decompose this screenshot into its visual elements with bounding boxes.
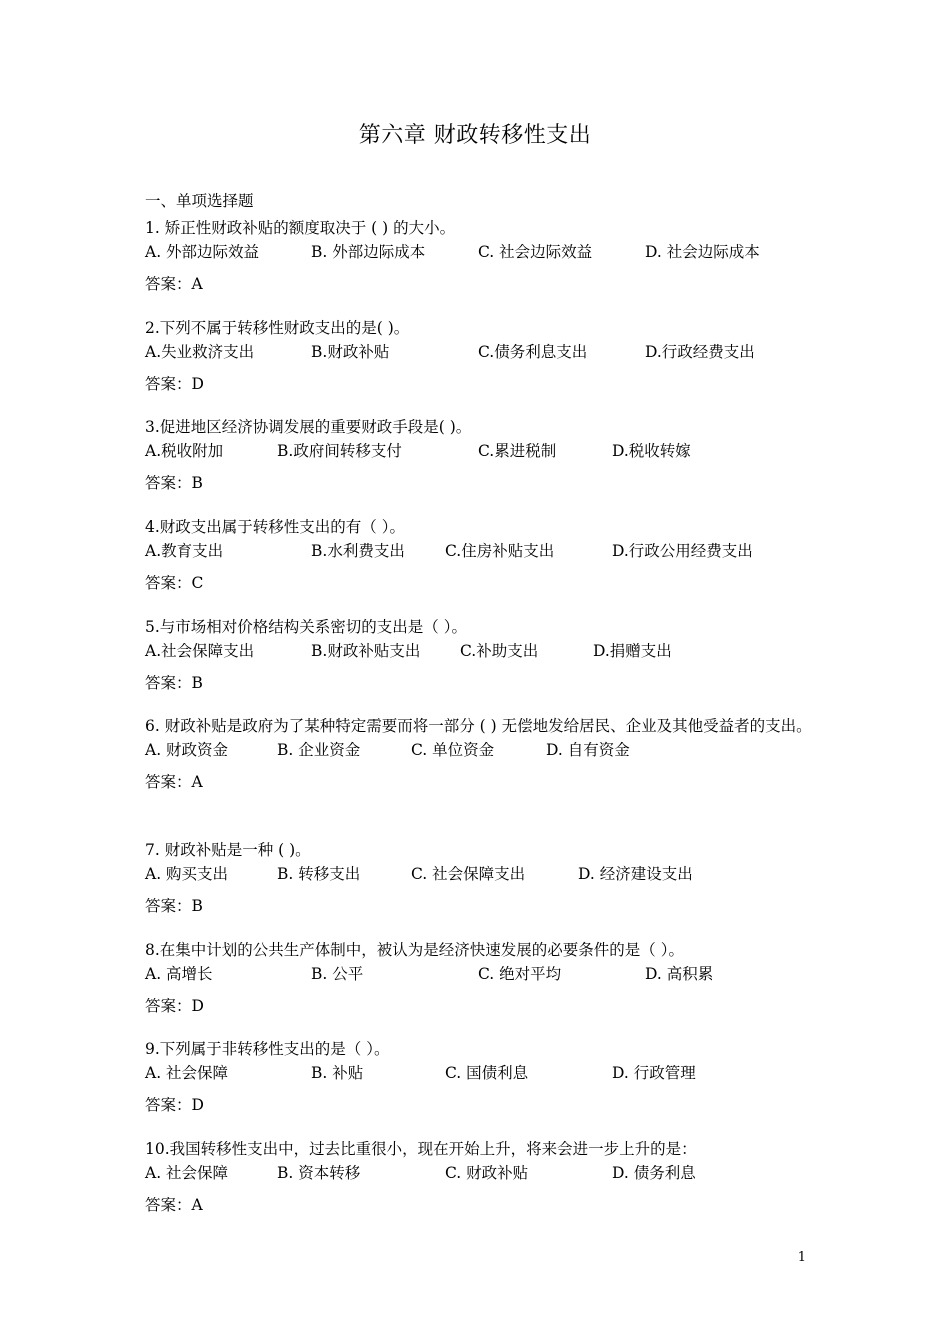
option-b: B.政府间转移支付 [277,442,402,460]
question-options [145,1161,825,1185]
option-b: B. 企业资金 [277,741,361,759]
option-b: B. 转移支出 [277,865,361,883]
option-c: C.住房补贴支出 [445,542,555,560]
option-d: D. 社会边际成本 [645,243,760,261]
option-a: A.社会保障支出 [145,642,255,660]
option-d: D. 经济建设支出 [578,865,693,883]
answer-text: 答案：D [145,1096,204,1114]
question-text: 9.下列属于非转移性支出的是（ ）。 [145,1040,390,1058]
option-a: A. 财政资金 [145,741,229,759]
option-c: C. 单位资金 [411,741,495,759]
option-d: D. 行政管理 [612,1064,696,1082]
question-text: 4.财政支出属于转移性支出的有（ ）。 [145,518,405,536]
answer-text: 答案：A [145,1196,203,1214]
question-text: 6. 财政补贴是政府为了某种特定需要而将一部分 ( ) 无偿地发给居民、企业及其他受益者的支出。 [145,717,812,735]
option-d: D.税收转嫁 [612,442,691,460]
option-d: D.行政公用经费支出 [612,542,753,560]
answer-text: 答案：B [145,897,203,915]
question-item [145,938,825,1018]
question-text: 8.在集中计划的公共生产体制中，被认为是经济快速发展的必要条件的是（ ）。 [145,941,684,959]
option-c: C. 社会边际效益 [478,243,593,261]
question-options [145,340,825,364]
question-text: 10.我国转移性支出中，过去比重很小，现在开始上升，将来会进一步上升的是： [145,1140,697,1158]
option-d: D.捐赠支出 [593,642,672,660]
option-b: B. 公平 [311,965,364,983]
option-b: B.财政补贴 [311,343,390,361]
question-options [145,439,825,463]
option-d: D. 高积累 [645,965,714,983]
answer-text: 答案：C [145,574,204,592]
option-a: A.税收附加 [145,442,224,460]
question-options [145,862,825,886]
option-a: A. 高增长 [145,965,213,983]
question-options [145,738,825,762]
option-c: C. 国债利息 [445,1064,529,1082]
page-number: 1 [797,1250,806,1265]
question-text: 7. 财政补贴是一种 ( )。 [145,841,311,859]
option-a: A. 社会保障 [145,1164,229,1182]
option-a: A. 外部边际效益 [145,243,260,261]
answer-text: 答案：A [145,275,203,293]
answer-text: 答案：B [145,674,203,692]
question-options [145,962,825,986]
option-c: C. 绝对平均 [478,965,562,983]
option-d: D. 债务利息 [612,1164,696,1182]
option-d: D. 自有资金 [546,741,630,759]
question-text: 3.促进地区经济协调发展的重要财政手段是( )。 [145,418,472,436]
question-item [145,316,825,396]
question-item [145,1037,825,1117]
option-b: B.水利费支出 [311,542,405,560]
option-a: A.失业救济支出 [145,343,255,361]
question-text: 2.下列不属于转移性财政支出的是( )。 [145,319,410,337]
question-item [145,415,825,495]
option-b: B.财政补贴支出 [311,642,421,660]
option-b: B. 外部边际成本 [311,243,426,261]
question-item [145,838,825,918]
answer-text: 答案：D [145,997,204,1015]
question-item [145,1137,825,1217]
answer-text: 答案：A [145,773,203,791]
option-c: C.累进税制 [478,442,557,460]
option-c: C. 财政补贴 [445,1164,529,1182]
answer-text: 答案：B [145,474,203,492]
question-options [145,539,825,563]
question-item [145,216,825,296]
question-options [145,240,825,264]
option-c: C. 社会保障支出 [411,865,526,883]
option-b: B. 补贴 [311,1064,364,1082]
answer-text: 答案：D [145,375,204,393]
option-a: A. 购买支出 [145,865,229,883]
question-text: 5.与市场相对价格结构关系密切的支出是（ ）。 [145,618,467,636]
question-options [145,1061,825,1085]
option-d: D.行政经费支出 [645,343,755,361]
option-a: A.教育支出 [145,542,224,560]
question-item [145,515,825,595]
option-a: A. 社会保障 [145,1064,229,1082]
question-item [145,615,825,695]
section-heading: 一、单项选择题 [145,192,254,210]
question-text: 1. 矫正性财政补贴的额度取决于 ( ) 的大小。 [145,219,456,237]
question-options [145,639,825,663]
option-c: C.债务利息支出 [478,343,588,361]
option-c: C.补助支出 [460,642,539,660]
question-item [145,714,825,794]
page-title: 第六章 财政转移性支出 [358,123,592,148]
option-b: B. 资本转移 [277,1164,361,1182]
